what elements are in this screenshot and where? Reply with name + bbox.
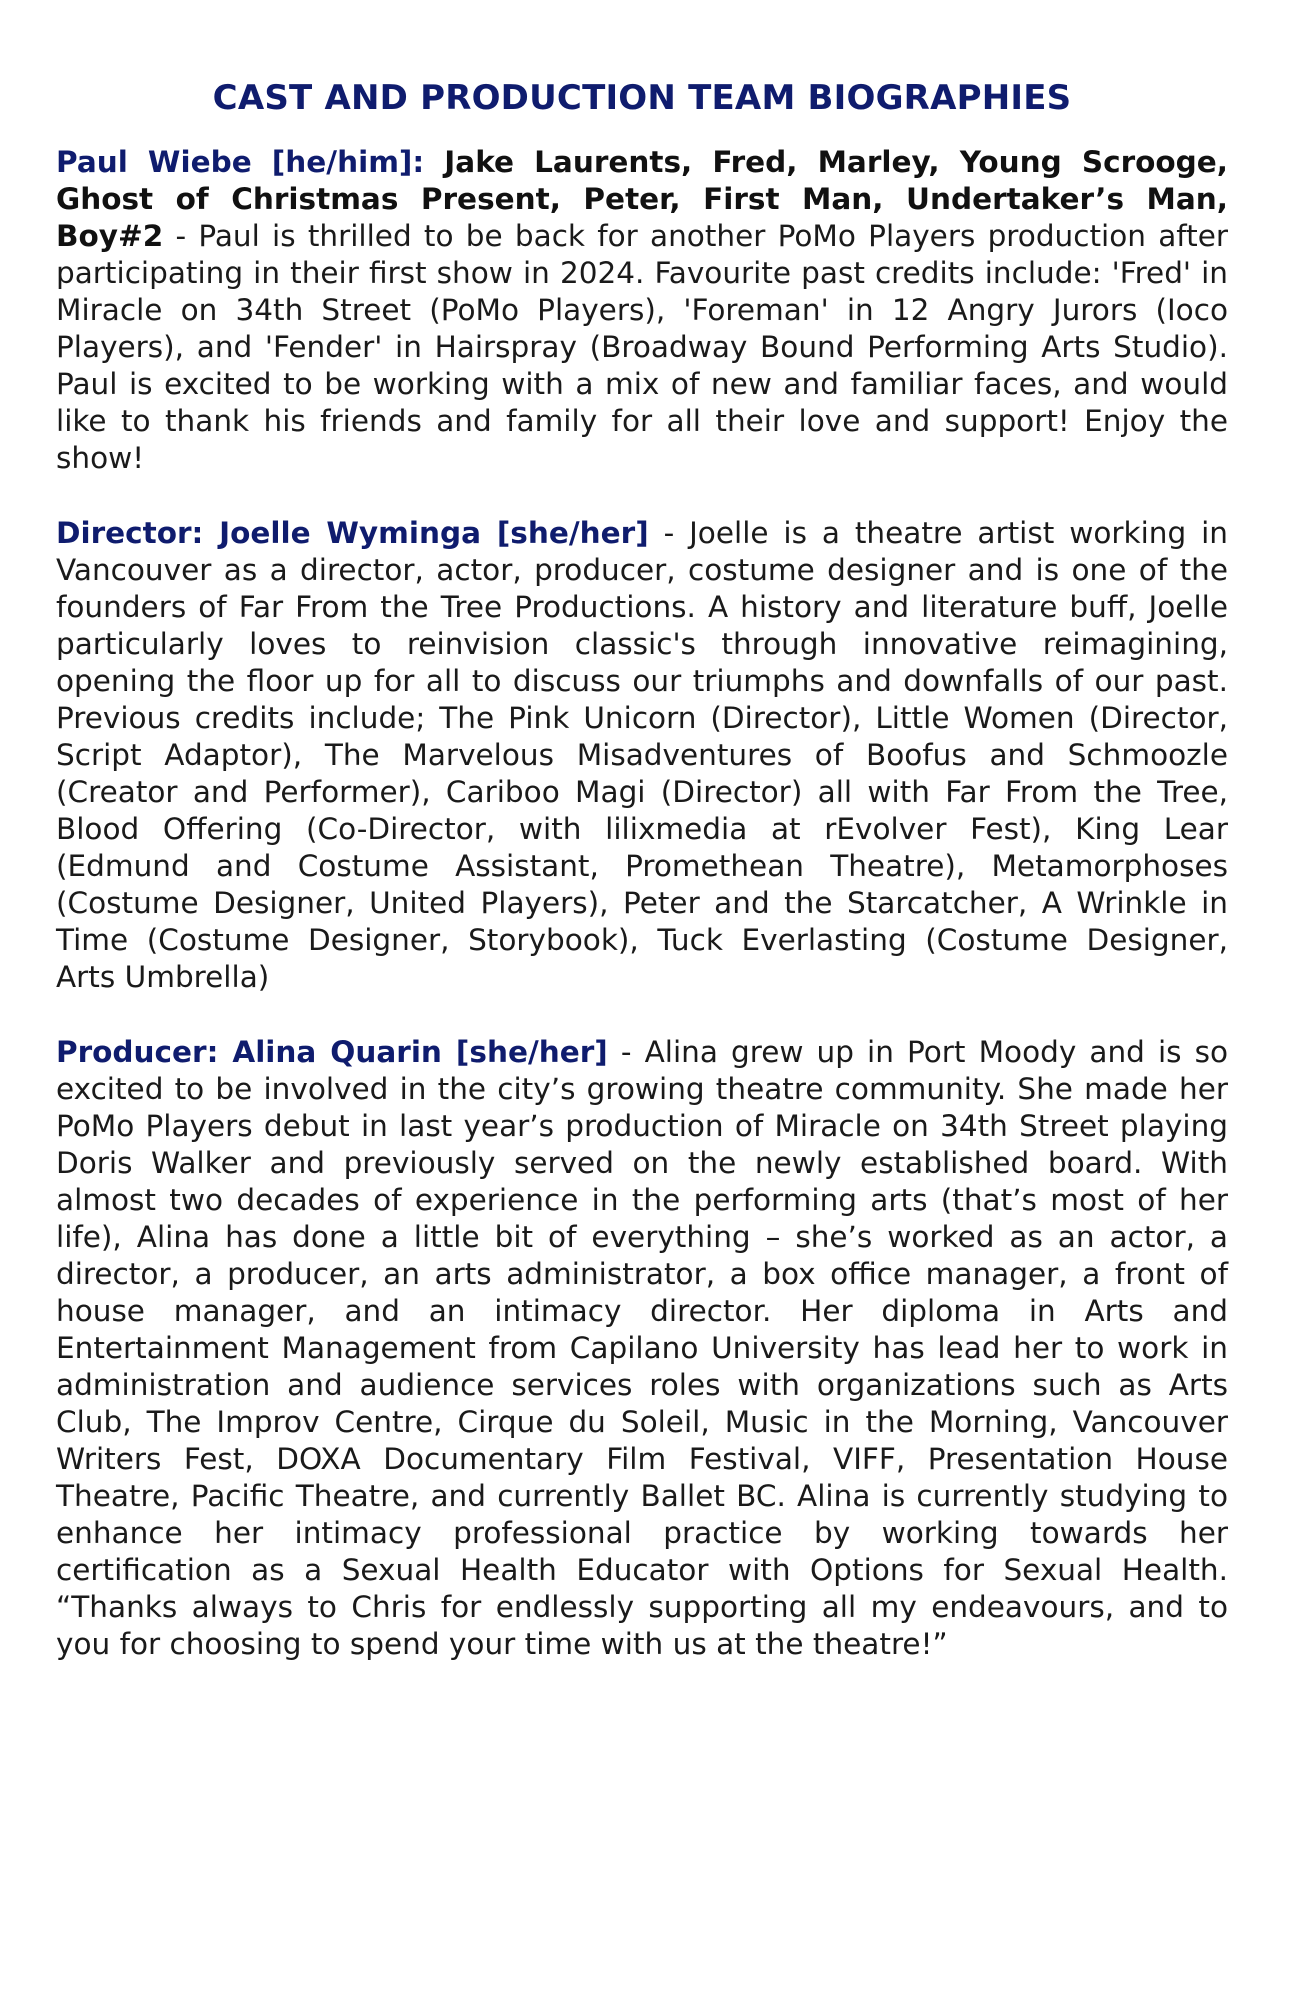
bio-name: Paul Wiebe [he/him]: — [56, 145, 425, 179]
bio-roles: Jake Laurents, Fred, Marley, Young Scrooge, Ghost of Christmas Present, Peter, First Man, Undertaker’s Man, Boy#2 — [56, 145, 1229, 253]
bio-name: Producer: Alina Quarin [she/her] — [56, 1035, 608, 1069]
bio-text: - Joelle is a theatre artist working in Vancouver as a director, actor, producer, costume designer and is one of the founders of Far From the Tree Productions. A history and literature buff, Joelle particularly loves to reinvision classic's through innovative reimagining, opening the floor up for all to discuss our triumphs and downfalls of our past. Previous credits include; The Pink Unicorn (Director), Little Women (Director, Script Adaptor), The Marvelous Misadventures of Boofus and Schmoozle (Creator and Performer), Cariboo Magi (Director) all with Far From the Tree, Blood Offering (Co-Director, with lilixmedia at rEvolver Fest), King Lear (Edmund and Costume Assistant, Promethean Theatre), Metamorphoses (Costume Designer, United Players), Peter and the Starcatcher, A Wrinkle in Time (Costume Designer, Storybook), Tuck Everlasting (Costume Designer, Arts Umbrella) — [56, 516, 1228, 994]
bio-alina-quarin — [56, 1034, 1228, 1663]
bio-joelle-wyminga — [56, 515, 1228, 996]
page-title: CAST AND PRODUCTION TEAM BIOGRAPHIES — [212, 78, 1072, 118]
bio-text: - Paul is thrilled to be back for another PoMo Players production after participating in their first show in 2024. Favourite past credits include: 'Fred' in Miracle on 34th Street (PoMo Players), 'Foreman' in 12 Angry Jurors (Ioco Players), and 'Fender' in Hairspray (Broadway Bound Performing Arts Studio). Paul is excited to be working with a mix of new and familiar faces, and would like to thank his friends and family for all their love and support! Enjoy the show! — [56, 219, 1228, 475]
bio-page — [56, 78, 1228, 1701]
bio-name: Director: Joelle Wyminga [she/her] — [56, 516, 649, 550]
bio-paul-wiebe — [56, 144, 1228, 477]
bio-text: - Alina grew up in Port Moody and is so excited to be involved in the city’s growing theatre community. She made her PoMo Players debut in last year’s production of Miracle on 34th Street playing Doris Walker and previously served on the newly established board. With almost two decades of experience in the performing arts (that’s most of her life), Alina has done a little bit of everything – she’s worked as an actor, a director, a producer, an arts administrator, a box office manager, a front of house manager, and an intimacy director. Her diploma in Arts and Entertainment Management from Capilano University has lead her to work in administration and audience services roles with organizations such as Arts Club, The Improv Centre, Cirque du Soleil, Music in the Morning, Vancouver Writers Fest, DOXA Documentary Film Festival, VIFF, Presentation House Theatre, Pacific Theatre, and currently Ballet BC. Alina is currently studying to enhance her intimacy professional practice by working towards her certification as a Sexual Health Educator with Options for Sexual Health. “Thanks always to Chris for endlessly supporting all my endeavours, and to you for choosing to spend your time with us at the theatre!” — [56, 1035, 1228, 1661]
